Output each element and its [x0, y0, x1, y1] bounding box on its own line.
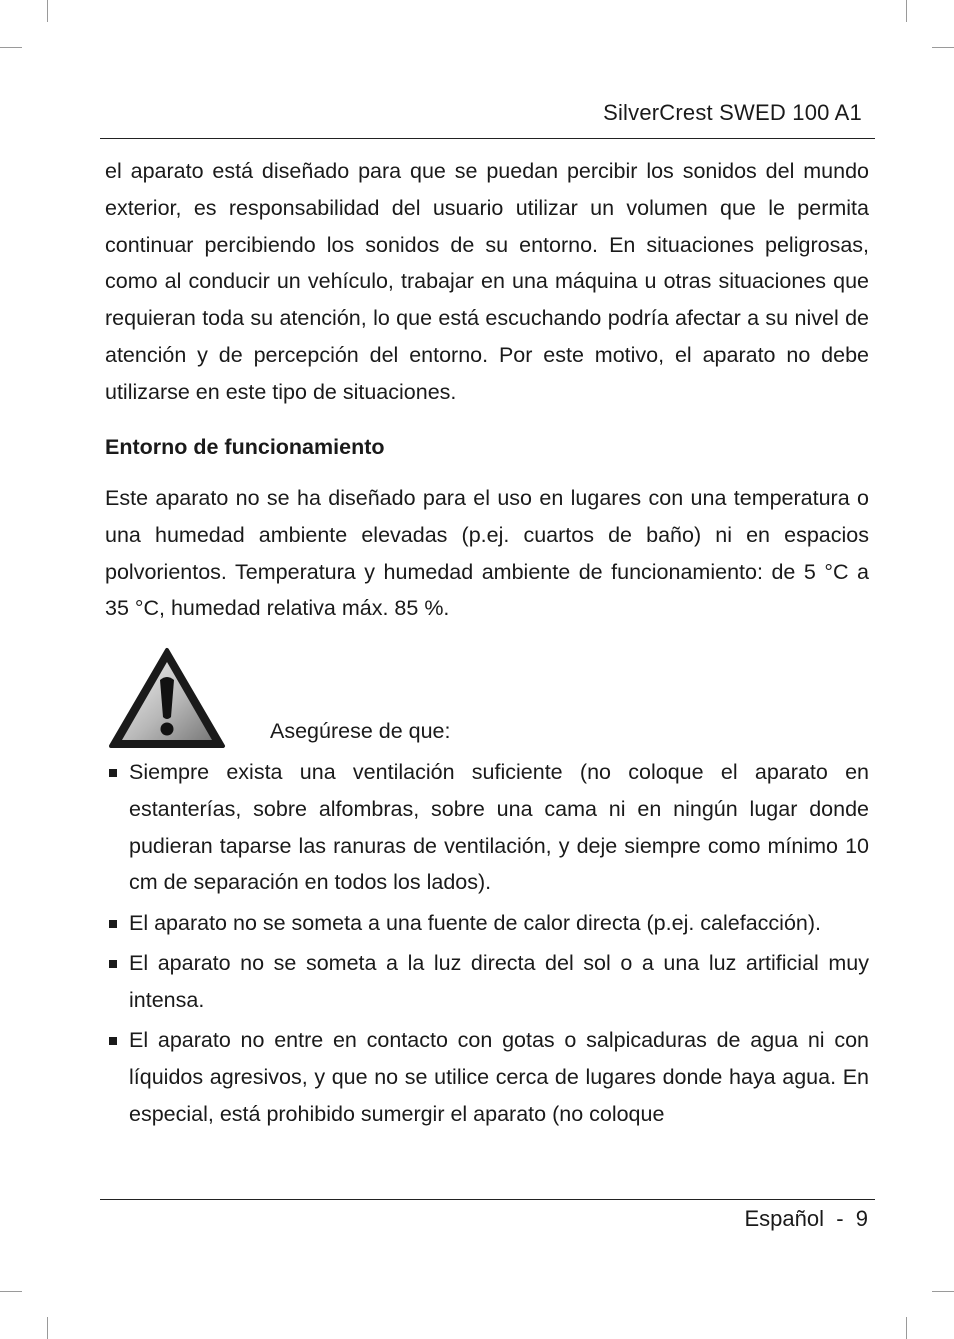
intro-paragraph: el aparato está diseñado para que se puedan percibir los sonidos del mundo exterior, es responsabilidad del usuario utilizar un volumen que le permita continuar percibiendo los sonidos de su entorno. En situaciones peligrosas, como al conducir un vehículo, trabajar en una máquina u otras situaciones que requieran toda su atención, lo que está escuchando podría afectar a su nivel de atención y de percepción del entorno. Por este motivo, el aparato no debe utilizarse en este tipo de situaciones.	[105, 159, 869, 404]
list-item	[105, 905, 869, 942]
list-item-text: El aparato no se someta a la luz directa del sol o a una luz artificial muy intensa.	[129, 950, 869, 1012]
list-item	[105, 754, 869, 901]
crop-mark	[47, 0, 48, 22]
list-item	[105, 1022, 869, 1132]
list-item	[105, 945, 869, 1019]
crop-mark	[932, 1291, 954, 1292]
bullet-square-icon	[109, 960, 117, 968]
warning-triangle-icon	[108, 647, 226, 749]
crop-mark	[906, 1317, 907, 1339]
list-item-text: El aparato no entre en contacto con gotas o salpicaduras de agua ni con líquidos agresivos, y que no se utilice cerca de lugares donde haya agua. En especial, está prohibido sumergir el aparato (no coloque	[129, 1028, 869, 1126]
caution-intro-text: Asegúrese de que:	[270, 719, 451, 743]
crop-mark	[906, 0, 907, 22]
bullet-square-icon	[109, 1037, 117, 1045]
header-rule	[100, 138, 875, 139]
page-header-title: SilverCrest SWED 100 A1	[603, 100, 862, 125]
intro-section	[105, 153, 869, 411]
bullet-square-icon	[109, 920, 117, 928]
section-paragraph: Este aparato no se ha diseñado para el uso en lugares con una temperatura o una humedad ambiente elevadas (p.ej. cuartos de baño) ni en espacios polvorientos. Temperatura y humedad ambiente de funcionamiento: de 5 °C a 35 °C, humedad relativa máx. 85 %.	[105, 486, 869, 621]
crop-mark	[0, 47, 22, 48]
caution-list	[105, 754, 869, 1136]
list-item-text: El aparato no se someta a una fuente de calor directa (p.ej. calefacción).	[129, 910, 821, 935]
crop-mark	[47, 1317, 48, 1339]
section-heading: Entorno de funcionamiento	[105, 435, 385, 459]
page-footer-label: Español - 9	[744, 1206, 868, 1231]
list-item-text: Siempre exista una ventilación suficiente (no coloque el aparato en estanterías, sobre alfombras, sobre una cama ni en ningún lugar donde pudieran taparse las ranuras de ventilación, y deje siempre como mínimo 10 cm de separación en todos los lados).	[129, 760, 869, 895]
section-body	[105, 480, 869, 627]
bullet-square-icon	[109, 769, 117, 777]
crop-mark	[932, 47, 954, 48]
crop-mark	[0, 1291, 22, 1292]
footer-rule	[100, 1199, 875, 1200]
